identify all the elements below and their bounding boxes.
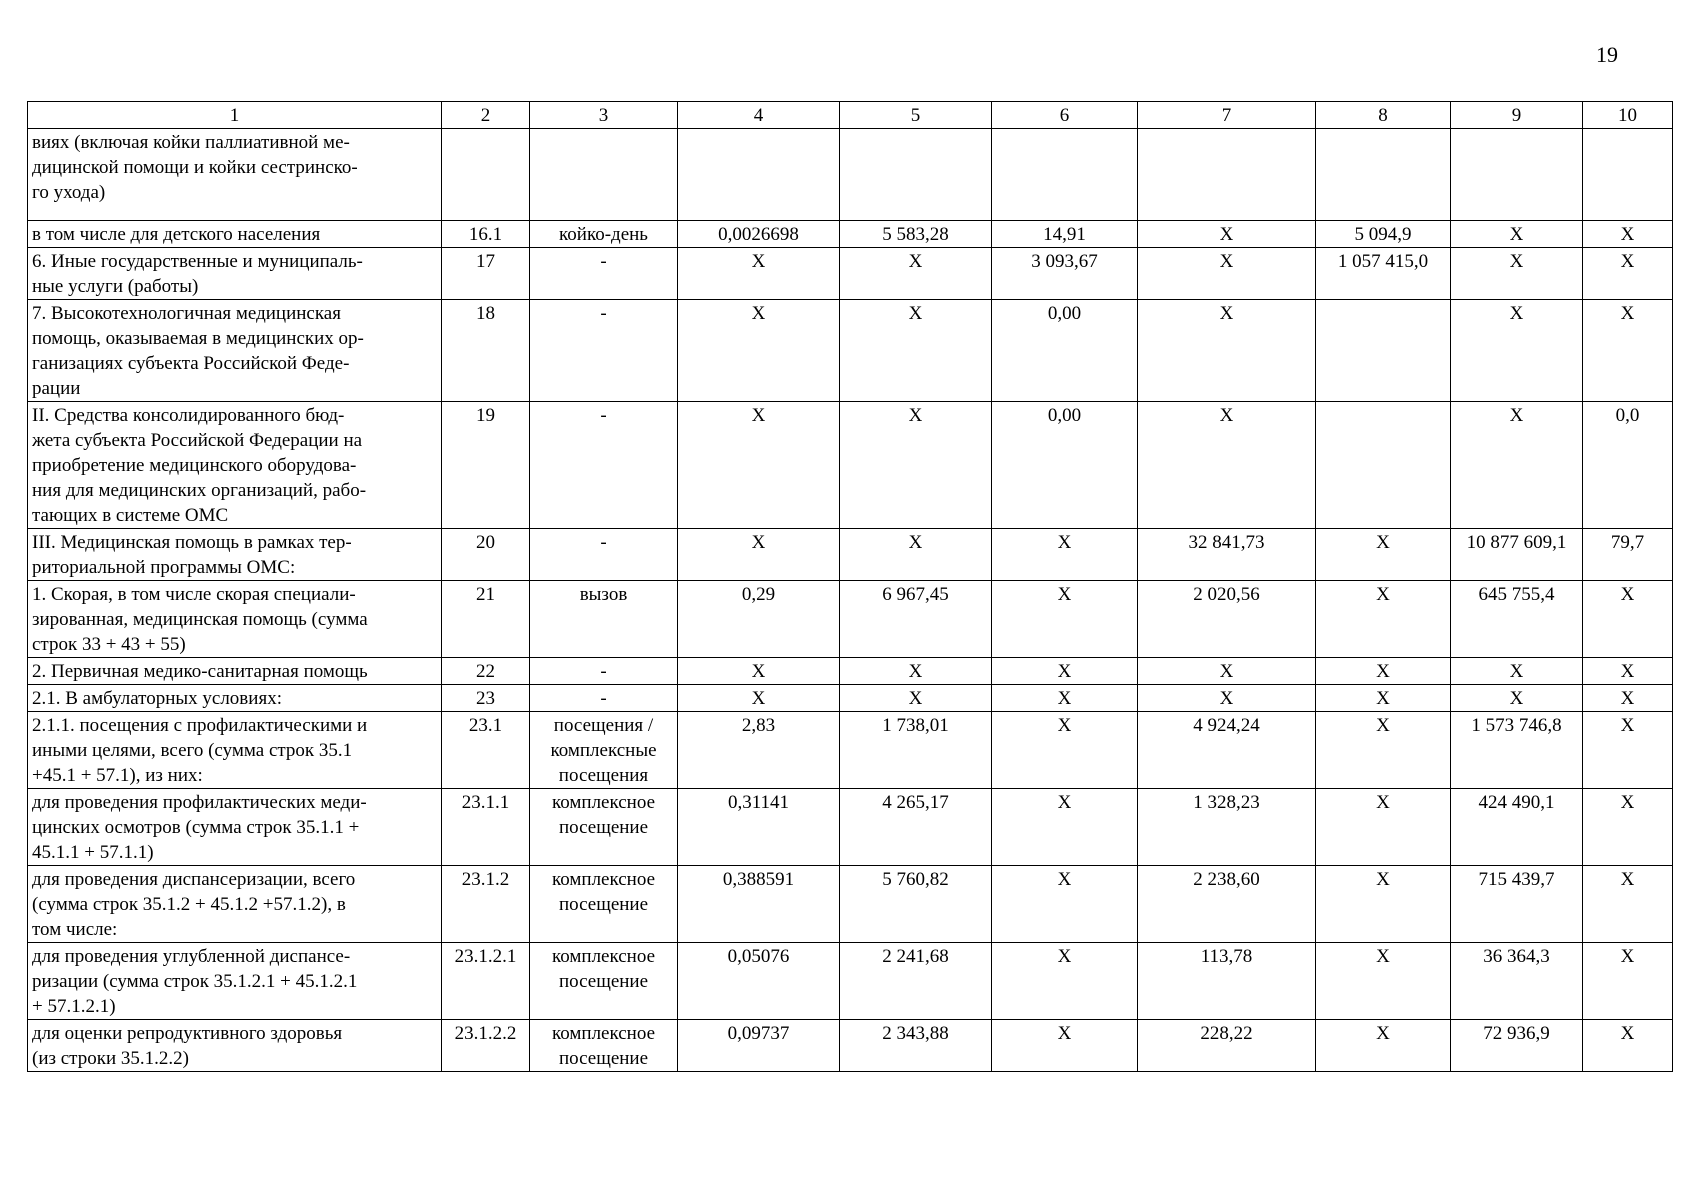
row-line-number: 17 xyxy=(442,248,530,300)
table-row xyxy=(28,402,1673,529)
row-value-col7: 1 328,23 xyxy=(1138,789,1316,866)
row-value-col6: X xyxy=(992,866,1138,943)
row-description: для проведения диспансеризации, всего (сумма строк 35.1.2 + 45.1.2 +57.1.2), в том числе: xyxy=(28,866,442,943)
row-value-col6: 0,00 xyxy=(992,300,1138,402)
row-unit: койко-день xyxy=(530,221,678,248)
row-description: для оценки репродуктивного здоровья (из строки 35.1.2.2) xyxy=(28,1020,442,1072)
row-value-col10: 79,7 xyxy=(1583,529,1673,581)
table-row xyxy=(28,943,1673,1020)
row-value-col10: X xyxy=(1583,789,1673,866)
row-description: II. Средства консолидированного бюд- жета субъекта Российской Федерации на приобретение медицинского оборудова- ния для медицинских организаций, рабо- тающих в системе ОМС xyxy=(28,402,442,529)
row-value-col9: X xyxy=(1451,685,1583,712)
row-value-col8: 5 094,9 xyxy=(1316,221,1451,248)
row-value-col9: 1 573 746,8 xyxy=(1451,712,1583,789)
row-unit: - xyxy=(530,685,678,712)
row-value-col10 xyxy=(1583,129,1673,221)
row-value-col7: 2 238,60 xyxy=(1138,866,1316,943)
row-value-col7: X xyxy=(1138,402,1316,529)
row-value-col8: X xyxy=(1316,866,1451,943)
row-description: 1. Скорая, в том числе скорая специали- зированная, медицинская помощь (сумма строк 33 + 43 + 55) xyxy=(28,581,442,658)
row-value-col4: X xyxy=(678,402,840,529)
row-unit: комплексное посещение xyxy=(530,866,678,943)
row-description: 2.1. В амбулаторных условиях: xyxy=(28,685,442,712)
row-value-col6: X xyxy=(992,685,1138,712)
row-unit: - xyxy=(530,300,678,402)
table-row xyxy=(28,712,1673,789)
row-value-col8: 1 057 415,0 xyxy=(1316,248,1451,300)
row-value-col8 xyxy=(1316,300,1451,402)
row-value-col8: X xyxy=(1316,529,1451,581)
row-unit: вызов xyxy=(530,581,678,658)
table-row xyxy=(28,529,1673,581)
row-description: для проведения профилактических меди- цинских осмотров (сумма строк 35.1.1 + 45.1.1 + 57.1.1) xyxy=(28,789,442,866)
row-value-col7: 4 924,24 xyxy=(1138,712,1316,789)
row-value-col6: 0,00 xyxy=(992,402,1138,529)
row-line-number: 19 xyxy=(442,402,530,529)
row-value-col7: 113,78 xyxy=(1138,943,1316,1020)
row-value-col4: X xyxy=(678,529,840,581)
row-value-col7: 2 020,56 xyxy=(1138,581,1316,658)
row-line-number: 23.1.2 xyxy=(442,866,530,943)
row-value-col10: X xyxy=(1583,221,1673,248)
row-value-col5: 5 583,28 xyxy=(840,221,992,248)
row-value-col4: X xyxy=(678,685,840,712)
row-description: в том числе для детского населения xyxy=(28,221,442,248)
column-number: 1 xyxy=(28,102,442,129)
row-description: виях (включая койки паллиативной ме- дицинской помощи и койки сестринско- го ухода) xyxy=(28,129,442,221)
page-number: 19 xyxy=(1596,42,1618,67)
row-unit: - xyxy=(530,402,678,529)
financing-table xyxy=(27,101,1673,1072)
row-line-number: 23.1 xyxy=(442,712,530,789)
row-value-col8: X xyxy=(1316,712,1451,789)
table-row xyxy=(28,1020,1673,1072)
row-value-col5: 2 343,88 xyxy=(840,1020,992,1072)
row-value-col8: X xyxy=(1316,581,1451,658)
row-value-col10: X xyxy=(1583,685,1673,712)
row-value-col10: X xyxy=(1583,712,1673,789)
row-value-col4: 0,05076 xyxy=(678,943,840,1020)
row-value-col4: 0,09737 xyxy=(678,1020,840,1072)
row-value-col8: X xyxy=(1316,658,1451,685)
row-value-col10: X xyxy=(1583,581,1673,658)
row-value-col4 xyxy=(678,129,840,221)
row-value-col10: X xyxy=(1583,866,1673,943)
row-line-number: 18 xyxy=(442,300,530,402)
row-value-col7: 228,22 xyxy=(1138,1020,1316,1072)
row-description: для проведения углубленной диспансе- ризации (сумма строк 35.1.2.1 + 45.1.2.1 + 57.1.2.1) xyxy=(28,943,442,1020)
row-value-col7: X xyxy=(1138,221,1316,248)
row-value-col5 xyxy=(840,129,992,221)
row-value-col9: X xyxy=(1451,300,1583,402)
row-value-col4: 0,31141 xyxy=(678,789,840,866)
row-value-col10: 0,0 xyxy=(1583,402,1673,529)
row-value-col9: 715 439,7 xyxy=(1451,866,1583,943)
column-number: 10 xyxy=(1583,102,1673,129)
row-line-number: 21 xyxy=(442,581,530,658)
row-value-col6: 14,91 xyxy=(992,221,1138,248)
column-number: 6 xyxy=(992,102,1138,129)
row-value-col6: X xyxy=(992,658,1138,685)
row-value-col6: X xyxy=(992,1020,1138,1072)
row-unit: - xyxy=(530,529,678,581)
row-line-number: 23.1.2.2 xyxy=(442,1020,530,1072)
row-value-col8: X xyxy=(1316,789,1451,866)
column-number: 4 xyxy=(678,102,840,129)
row-line-number: 23 xyxy=(442,685,530,712)
row-value-col9: 645 755,4 xyxy=(1451,581,1583,658)
row-value-col5: 5 760,82 xyxy=(840,866,992,943)
row-value-col5: 6 967,45 xyxy=(840,581,992,658)
table-row xyxy=(28,248,1673,300)
row-value-col9: X xyxy=(1451,402,1583,529)
row-line-number: 23.1.1 xyxy=(442,789,530,866)
row-unit: комплексное посещение xyxy=(530,1020,678,1072)
row-value-col10: X xyxy=(1583,1020,1673,1072)
row-description: 7. Высокотехнологичная медицинская помощь, оказываемая в медицинских ор- ганизациях субъекта Российской Феде- рации xyxy=(28,300,442,402)
row-description: 6. Иные государственные и муниципаль- ные услуги (работы) xyxy=(28,248,442,300)
row-value-col8 xyxy=(1316,129,1451,221)
row-value-col6: X xyxy=(992,529,1138,581)
row-value-col6 xyxy=(992,129,1138,221)
row-unit: комплексное посещение xyxy=(530,943,678,1020)
row-line-number: 22 xyxy=(442,658,530,685)
row-unit: посещения / комплексные посещения xyxy=(530,712,678,789)
row-unit xyxy=(530,129,678,221)
row-value-col6: X xyxy=(992,943,1138,1020)
column-number-row xyxy=(28,102,1673,129)
row-value-col8: X xyxy=(1316,685,1451,712)
row-value-col8: X xyxy=(1316,1020,1451,1072)
row-value-col4: X xyxy=(678,248,840,300)
table-row xyxy=(28,221,1673,248)
row-value-col9: X xyxy=(1451,658,1583,685)
row-value-col10: X xyxy=(1583,658,1673,685)
row-description: 2. Первичная медико-санитарная помощь xyxy=(28,658,442,685)
table-row xyxy=(28,789,1673,866)
column-number: 5 xyxy=(840,102,992,129)
row-value-col7: 32 841,73 xyxy=(1138,529,1316,581)
row-line-number: 20 xyxy=(442,529,530,581)
column-number: 2 xyxy=(442,102,530,129)
row-value-col5: X xyxy=(840,300,992,402)
row-description: III. Медицинская помощь в рамках тер- риториальной программы ОМС: xyxy=(28,529,442,581)
table-row xyxy=(28,581,1673,658)
row-value-col9: 36 364,3 xyxy=(1451,943,1583,1020)
row-value-col5: 2 241,68 xyxy=(840,943,992,1020)
table-row xyxy=(28,129,1673,221)
row-value-col9: X xyxy=(1451,248,1583,300)
row-unit: - xyxy=(530,658,678,685)
row-value-col4: 0,388591 xyxy=(678,866,840,943)
column-number: 8 xyxy=(1316,102,1451,129)
table-row xyxy=(28,866,1673,943)
table-row xyxy=(28,300,1673,402)
row-value-col6: X xyxy=(992,789,1138,866)
row-value-col6: X xyxy=(992,581,1138,658)
row-value-col6: X xyxy=(992,712,1138,789)
row-value-col9: 72 936,9 xyxy=(1451,1020,1583,1072)
row-value-col4: 0,0026698 xyxy=(678,221,840,248)
row-value-col4: X xyxy=(678,300,840,402)
row-description: 2.1.1. посещения с профилактическими и иными целями, всего (сумма строк 35.1 +45.1 + 57.1), из них: xyxy=(28,712,442,789)
table-row xyxy=(28,685,1673,712)
row-value-col8: X xyxy=(1316,943,1451,1020)
row-value-col4: X xyxy=(678,658,840,685)
row-value-col7: X xyxy=(1138,685,1316,712)
row-value-col10: X xyxy=(1583,248,1673,300)
row-value-col7 xyxy=(1138,129,1316,221)
row-line-number: 16.1 xyxy=(442,221,530,248)
table-row xyxy=(28,658,1673,685)
row-value-col4: 0,29 xyxy=(678,581,840,658)
row-value-col5: X xyxy=(840,248,992,300)
column-number: 7 xyxy=(1138,102,1316,129)
row-unit: - xyxy=(530,248,678,300)
row-value-col9 xyxy=(1451,129,1583,221)
table-body xyxy=(28,102,1673,1072)
column-number: 3 xyxy=(530,102,678,129)
row-value-col5: 1 738,01 xyxy=(840,712,992,789)
row-line-number xyxy=(442,129,530,221)
row-value-col8 xyxy=(1316,402,1451,529)
column-number: 9 xyxy=(1451,102,1583,129)
row-value-col7: X xyxy=(1138,300,1316,402)
row-unit: комплексное посещение xyxy=(530,789,678,866)
row-value-col7: X xyxy=(1138,658,1316,685)
row-value-col5: 4 265,17 xyxy=(840,789,992,866)
row-value-col5: X xyxy=(840,685,992,712)
row-value-col7: X xyxy=(1138,248,1316,300)
row-value-col5: X xyxy=(840,658,992,685)
row-line-number: 23.1.2.1 xyxy=(442,943,530,1020)
row-value-col10: X xyxy=(1583,300,1673,402)
row-value-col9: 10 877 609,1 xyxy=(1451,529,1583,581)
row-value-col5: X xyxy=(840,529,992,581)
row-value-col4: 2,83 xyxy=(678,712,840,789)
row-value-col6: 3 093,67 xyxy=(992,248,1138,300)
row-value-col5: X xyxy=(840,402,992,529)
row-value-col10: X xyxy=(1583,943,1673,1020)
row-value-col9: 424 490,1 xyxy=(1451,789,1583,866)
row-value-col9: X xyxy=(1451,221,1583,248)
